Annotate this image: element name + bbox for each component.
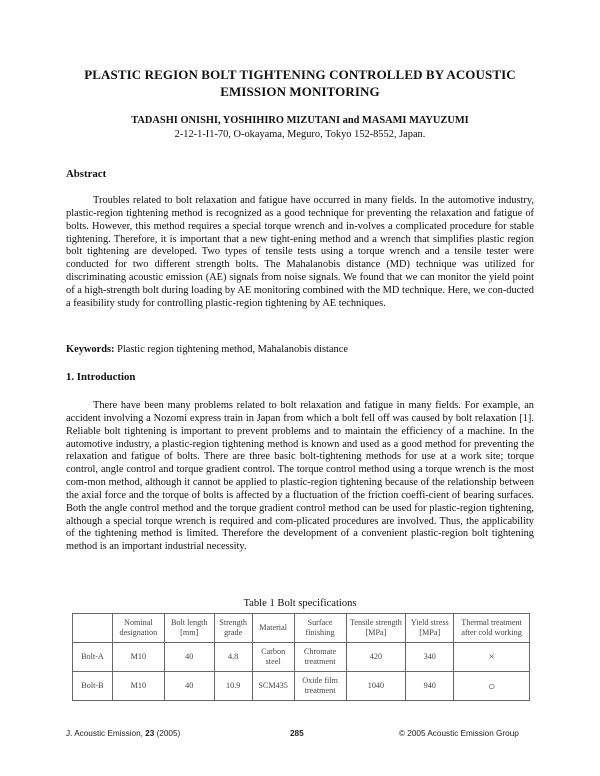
table-row bbox=[73, 643, 530, 672]
table-row bbox=[73, 672, 530, 701]
footer-journal bbox=[66, 729, 180, 739]
introduction-heading: 1. Introduction bbox=[66, 371, 136, 383]
table-cell: 40 bbox=[164, 643, 214, 672]
table-cell: 4.8 bbox=[214, 643, 252, 672]
table-cell: 1040 bbox=[346, 672, 406, 701]
table-header-cell: Yield stress [MPa] bbox=[406, 614, 454, 643]
footer-copyright: © 2005 Acoustic Emission Group bbox=[399, 729, 519, 738]
table-cell: 940 bbox=[406, 672, 454, 701]
table-cell: 40 bbox=[164, 672, 214, 701]
authors: TADASHI ONISHI, YOSHIHIRO MIZUTANI and MASAMI MAYUZUMI bbox=[131, 115, 469, 126]
table-header-cell: Material bbox=[252, 614, 294, 643]
abstract-text: Troubles related to bolt relaxation and fatigue have occurred in many fields. In the automotive industry, plastic-region tightening method is recognized as a good technique for preventing the relaxation and fatigue of bolts. However, this method requires a special torque wrench and in-volves a complicated procedure for stable tightening. Therefore, it is important that a new tight-ening method and a wrench that simplifies plastic region bolt tightening are developed. Two types of tensile tests using a torque wrench and a tensile tester were conducted for two different strength bolts. The Mahalanobis distance (MD) technique was utilized for discriminating acoustic emission (AE) signals from noise signals. We found that we can monitor the yield point of a high-strength bolt during loading by AE monitoring combined with the MD technique. Here, we con-ducted a feasibility study for controlling plastic-region tightening by AE techniques. bbox=[66, 195, 534, 309]
table-cell: Bolt-A bbox=[73, 643, 113, 672]
table-caption: Table 1 Bolt specifications bbox=[243, 598, 357, 609]
table-header-cell bbox=[73, 614, 113, 643]
footer-page-number: 285 bbox=[290, 729, 304, 738]
table-header-cell: Bolt length [mm] bbox=[164, 614, 214, 643]
table-cell: Oxide film treatment bbox=[294, 672, 346, 701]
table-cell: Carbon steel bbox=[252, 643, 294, 672]
table-header-cell: Tensile strength [MPa] bbox=[346, 614, 406, 643]
table-cell: ○ bbox=[454, 672, 530, 701]
table-cell: 340 bbox=[406, 643, 454, 672]
table-cell: M10 bbox=[112, 672, 164, 701]
affiliation: 2-12-1-I1-70, O-okayama, Meguro, Tokyo 152-8552, Japan. bbox=[174, 129, 426, 140]
table-header-cell: Thermal treatment after cold working bbox=[454, 614, 530, 643]
footer-volume: 23 bbox=[145, 729, 155, 738]
paper-title bbox=[60, 66, 540, 100]
keywords-label: Keywords: bbox=[66, 344, 115, 355]
table-cell: 10.9 bbox=[214, 672, 252, 701]
footer-journal-name: J. Acoustic Emission, bbox=[66, 729, 146, 738]
title-line-2: EMISSION MONITORING bbox=[220, 84, 380, 99]
table-header-row bbox=[73, 614, 530, 643]
footer-year: (2005) bbox=[154, 729, 181, 738]
keywords bbox=[66, 343, 348, 356]
table-cell: SCM435 bbox=[252, 672, 294, 701]
bolt-spec-table bbox=[72, 613, 530, 701]
table-cell: Bolt-B bbox=[73, 672, 113, 701]
table-header-cell: Nominal designation bbox=[112, 614, 164, 643]
table-cell: × bbox=[454, 643, 530, 672]
table-cell: 420 bbox=[346, 643, 406, 672]
keywords-text: Plastic region tightening method, Mahalanobis distance bbox=[117, 344, 348, 355]
abstract-heading: Abstract bbox=[66, 168, 107, 180]
table-cell: Chromate treatment bbox=[294, 643, 346, 672]
table-header-cell: Strength grade bbox=[214, 614, 252, 643]
table-header-cell: Surface finishing bbox=[294, 614, 346, 643]
introduction-text: There have been many problems related to bolt relaxation and fatigue in many fields. For example, an accident involving a Nozomi express train in Japan from which a bolt fell off was caused by bolt relaxation [1]. Reliable bolt tightening is important to prevent problems and to maintain the efficiency of a machine. In the automotive industry, a plastic-region tightening method is known and used as a good method for preventing the relaxation and fatigue of bolts. There are three basic bolt-tightening methods for use at a work site; torque control, angle control and torque gradient control. The torque control method using a torque wrench is the most com-mon method, although it cannot be applied to plastic-region tightening because of the relationship between the axial force and the torque of bolts is affected by a fluctuation of the friction coeffi-cient of bearing surfaces. Both the angle control method and the torque gradient control method can be used for plastic-region tightening, although a special torque wrench is required and com-plicated procedures are involved. Thus, the applicability of the tightening method is limited. Therefore the development of a convenient plastic-region bolt tightening method is an important industrial necessity. bbox=[66, 400, 534, 553]
title-line-1: PLASTIC REGION BOLT TIGHTENING CONTROLLED BY ACOUSTIC bbox=[84, 67, 516, 82]
table-cell: M10 bbox=[112, 643, 164, 672]
